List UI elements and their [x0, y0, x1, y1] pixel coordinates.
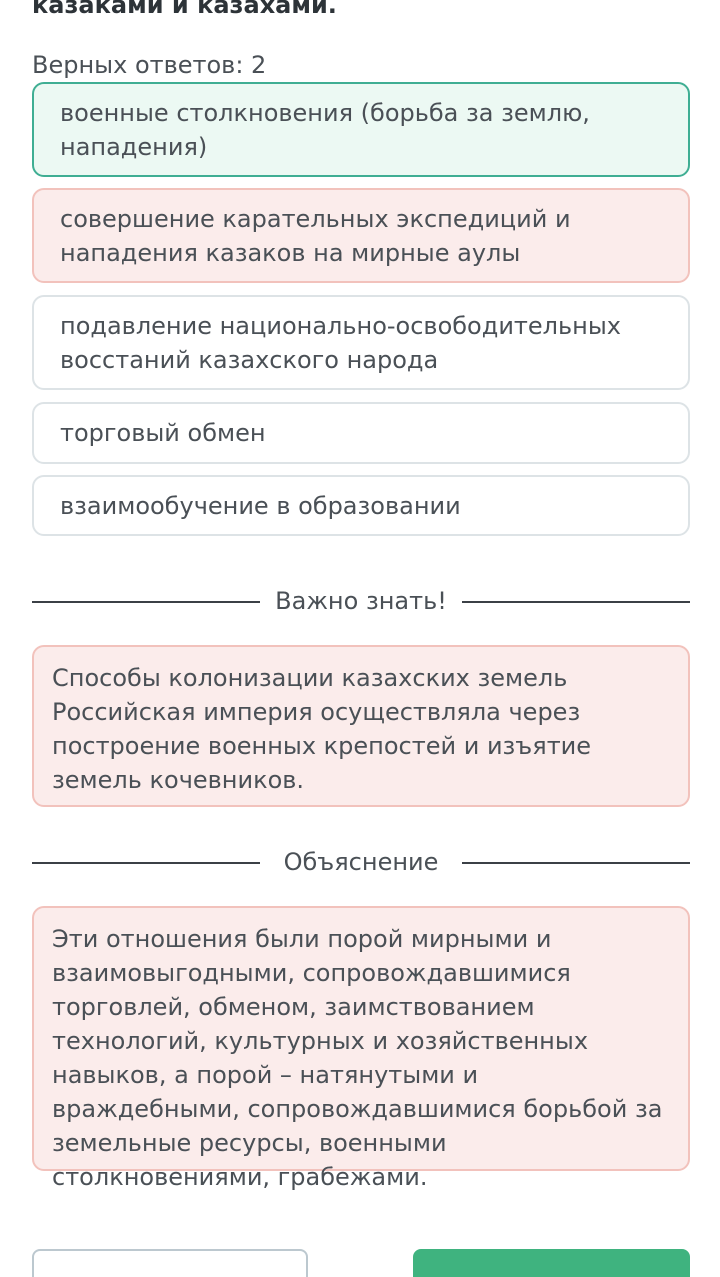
explanation-heading: Объяснение: [283, 848, 439, 876]
next-button[interactable]: [413, 1249, 690, 1277]
answer-option-1[interactable]: [32, 82, 690, 177]
question-title: казаками и казахами.: [32, 0, 337, 19]
explanation-box: [32, 906, 690, 1191]
answer-option-text: совершение карательных экспедиций и нападения казаков на мирные аулы: [60, 204, 571, 267]
divider-line: [462, 601, 690, 603]
answer-option-text: торговый обмен: [60, 419, 266, 447]
important-text: Способы колонизации казахских земель Российская империя осуществляла через построение военных крепостей и изъятие земель кочевников.: [52, 664, 592, 794]
divider-line: [462, 862, 690, 864]
back-button[interactable]: [32, 1249, 308, 1277]
important-heading: Важно знать!: [275, 587, 447, 615]
divider-line: [32, 601, 260, 603]
important-divider: [32, 586, 690, 616]
important-box: [32, 645, 690, 807]
answer-option-2[interactable]: [32, 188, 690, 283]
explanation-text: Эти отношения были порой мирными и взаимовыгодными, сопровождавшимися торговлей, обменом, заимствованием технологий, культурных и хозяйственных навыков, а порой – натянутыми и враждебными, сопровождавшимися борьбой за земельные ресурсы, военными столкновениями, грабежами.: [52, 925, 663, 1191]
answer-option-text: взаимообучение в образовании: [60, 491, 461, 520]
answer-option-5[interactable]: [32, 475, 690, 536]
answer-option-text: военные столкновения (борьба за землю, нападения): [60, 98, 590, 161]
answer-option-4[interactable]: [32, 402, 690, 464]
correct-answers-count: Верных ответов: 2: [32, 51, 267, 79]
answer-option-3[interactable]: [32, 295, 690, 390]
answer-option-text: подавление национально-освободительных восстаний казахского народа: [60, 311, 621, 374]
explanation-divider: [32, 847, 690, 877]
divider-line: [32, 862, 260, 864]
